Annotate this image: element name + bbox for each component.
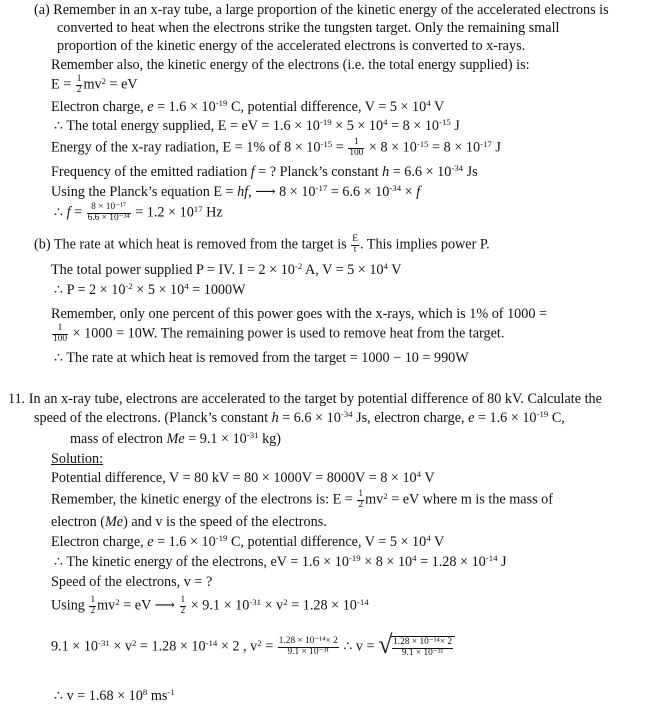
q11-line-1: 11. In an x-ray tube, electrons are accelerated to the target by potential difference of 80 kV. Calculate the [8,391,602,407]
a-planck-equation-line: Using the Planck’s equation E = hf, ⟶ $8 \times 10^{-17} = 6.6 \times 10^{-34} \times f$ [51,183,421,200]
b-line-5: $\frac{1}{100}$ × 1000 = 10W. The remaining power is used to remove heat from the target. [53,323,505,344]
q11-v-squared-line: $9.1 \times 10^{-31} \times v^2 = 1.28 \times 10^{-14} \times 2$ , $v^2$ = $\frac{\text{1.28 × 10⁻¹⁴× 2}}{\text{9.1 × 10⁻³¹}}$ ∴ v = √ $\frac{\text{1.28 × 10⁻¹⁴× 2}}{\text{9.1 × 10⁻³¹}}$ [51,636,455,659]
q11-line-3: mass of electron $Me = 9.1 \times 10^{-31}$ kg) [70,430,281,447]
q11-potential-difference-line: Potential difference, V = 80 kV = $80 \times 1000V = 8000V = 8 \times 10^4$ V [51,469,435,486]
a-kinetic-energy-formula: E = $\frac{1}{2}$ $mv^2$ = eV [51,74,138,95]
a-line-3: proportion of the kinetic energy of the accelerated electrons is converted to x-rays. [57,38,526,54]
a-line-2: converted to heat when the electrons strike the tungsten target. Only the remaining small [57,20,560,36]
q11-speed-unknown-line: Speed of the electrons, v = ? [51,574,213,590]
q11-kinetic-energy-value-line: ∴ The kinetic energy of the electrons, eV = $1.6 \times 10^{-19} \times 8 \times 10^4 = 1.28 \times 10^{-14}$ J [54,553,507,570]
a-frequency-result: ∴ f = $\frac{\text{8 × 10⁻¹⁷}}{\text{6.6 × 10⁻³⁴}}$ = $1.2 \times 10^{17}$ Hz [54,202,223,223]
q11-kinetic-energy-line: Remember, the kinetic energy of the electrons is: E = $\frac{1}{2}$ $mv^2$ = eV where m is the mass of [51,489,553,510]
square-root: √ $\frac{\text{1.28 × 10⁻¹⁴× 2}}{\text{9.1 × 10⁻³¹}}$ [378,636,455,659]
q11-electron-charge-line: Electron charge, $e = 1.6 \times 10^{-19}$ C, potential difference, $V = 5 \times 10^4$ V [51,533,445,550]
q11-speed-result: ∴ $v = 1.68 \times 10^8$ $ms^{-1}$ [54,687,175,704]
a-total-energy-line: ∴ The total energy supplied, E = eV = $1.6 \times 10^{-19} \times 5 \times 10^4 = 8 \times 10^{-15}$ J [54,117,460,134]
q11-solution-heading: Solution: [51,451,104,467]
b-line-1: (b) The rate at which heat is removed from the target is $\frac{E}{t}$ . This implies power P. [34,234,490,255]
a-frequency-line: Frequency of the emitted radiation f = ? Planck’s constant $h = 6.6 \times 10^{-34}$ Js [51,163,478,180]
b-power-supplied-line: The total power supplied P = IV. $I = 2 \times 10^{-2}$ A, $V = 5 \times 10^4$ V [51,261,402,278]
b-line-4: Remember, only one percent of this power goes with the x-rays, which is 1% of 1000 = [51,306,548,322]
a-line-4: Remember also, the kinetic energy of the electrons (i.e. the total energy supplied) is: [51,57,530,73]
q11-using-equation-line: Using $\frac{1}{2}$ $mv^2$ = eV ⟶ $\frac{1}{2}$ × $9.1 \times 10^{-31} \times v^2 = 1.28 \times 10^{-14}$ [51,595,369,616]
a-electron-charge-line: Electron charge, $e = 1.6 \times 10^{-19}$ C, potential difference, $V = 5 \times 10^4$ V [51,98,445,115]
q11-line-2: speed of the electrons. (Planck’s constant $h = 6.6 \times 10^{-34}$ Js, electron charge, $e = 1.6 \times 10^{-19}$ C, [34,409,565,426]
q11-electron-definition-line: electron (Me) and v is the speed of the electrons. [51,514,327,530]
b-power-result-line: ∴ $P = 2 \times 10^{-2} \times 5 \times 10^4 = 1000W$ [54,281,246,298]
a-line-1: (a) Remember in an x-ray tube, a large proportion of the kinetic energy of the accelerated electrons is [34,2,609,18]
a-xray-energy-line: Energy of the x-ray radiation, E = 1% of $8 \times 10^{-15}$ = $\frac{1}{100}$ × $8 \times 10^{-15} = 8 \times 10^{-17}$ J [51,137,501,158]
b-line-6: ∴ The rate at which heat is removed from the target = 1000 − 10 = 990W [54,350,469,366]
